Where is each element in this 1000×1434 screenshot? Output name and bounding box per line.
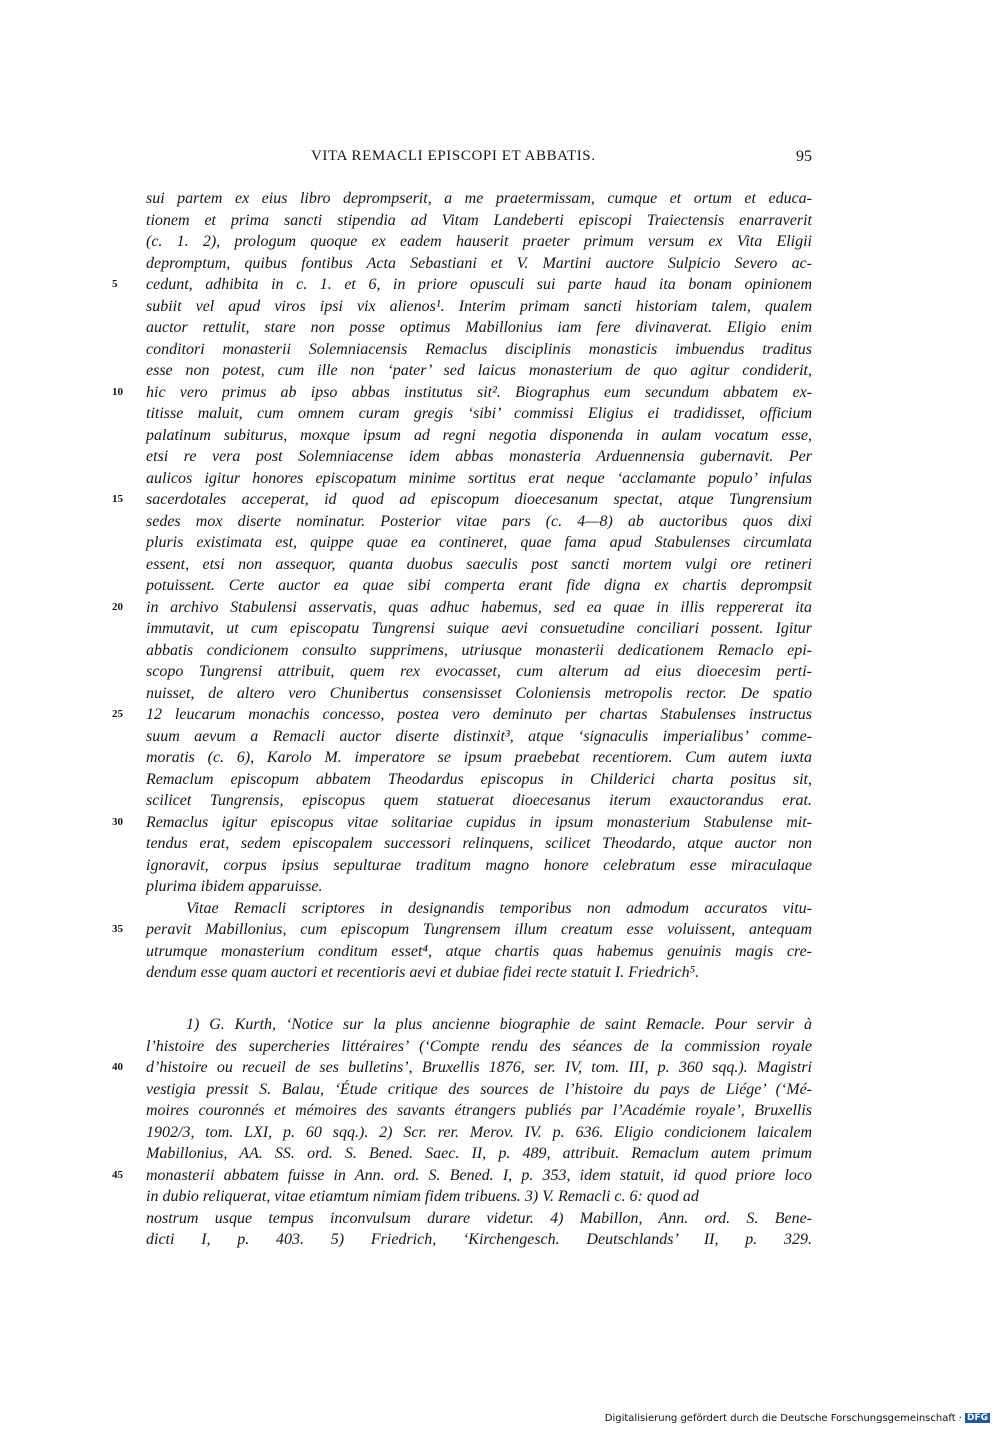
line-text: dicti I, p. 403. 5) Friedrich, ‘Kirchengesch. Deutschlands’ II, p. 329. — [146, 1231, 812, 1248]
text-line — [146, 339, 812, 361]
main-text — [112, 188, 812, 984]
line-text: etsi re vera post Solemniacense idem abbas monasteria Arduennensia gubernavit. Per — [146, 448, 812, 465]
line-text: essent, etsi non assequor, quanta duobus saeculis post sancti mortem vulgi ore retineri — [146, 555, 812, 573]
line-text: (c. 1. 2), prologum quoque ex eadem hauserit praeter primum versum ex Vita Eligii — [146, 233, 812, 250]
line-text: pluris existimata est, quippe quae ea contineret, quae fama apud Stabulenses circumlata — [146, 534, 812, 551]
text-line — [146, 575, 812, 597]
line-text: d’histoire ou recueil de ses bulletins’, Bruxellis 1876, ser. IV, tom. III, p. 360 sqq.). Magistri — [146, 1059, 812, 1076]
line-text: tionem et prima sancti stipendia ad Vitam Landeberti episcopi Traiectensis enarraverit — [146, 211, 812, 229]
footnote-line — [146, 1100, 812, 1122]
line-text: cedunt, adhibita in c. 1. et 6, in priore opusculi sui parte haud ita bonam opinionem — [146, 276, 812, 293]
line-text: nostrum usque tempus inconvulsum durare videtur. 4) Mabillon, Ann. ord. S. Bene- — [146, 1209, 812, 1227]
line-text: monasterii abbatem fuisse in Ann. ord. S. Bened. I, p. 353, idem statuit, id quod priore loco — [146, 1166, 812, 1184]
line-text: scopo Tungrensi attribuit, quem rex evocasset, cum alterum ad eius dioecesim perti- — [146, 663, 812, 680]
running-header — [146, 148, 812, 172]
line-text: ignoravit, corpus ipsius sepulturae traditum magno honore celebratum esse miraculaque — [146, 856, 812, 874]
text-line — [146, 876, 812, 898]
line-text: immutavit, ut cum episcopatu Tungrensi suique aevi consuetudine conciliari possent. Igitur — [146, 620, 812, 637]
text-line — [146, 726, 812, 748]
text-line — [146, 231, 812, 253]
line-text: subiit vel apud viros ipsi vix alienos¹. Interim primam sancti historiam talem, qualem — [146, 297, 812, 315]
page-number: 95 — [796, 148, 812, 165]
line-number: 35 — [112, 923, 123, 935]
footnote-line — [146, 1208, 812, 1230]
line-text: conditori monasterii Solemniacensis Remaclus disciplinis monasticis imbuendus traditus — [146, 340, 812, 358]
text-line — [146, 640, 812, 662]
line-text: hic vero primus ab ipso abbas institutus sit². Biographus eum secundum abbatem ex- — [146, 383, 812, 401]
line-text: moratis (c. 6), Karolo M. imperatore se ipsum praebebat recentiorem. Cum autem iuxta — [146, 749, 812, 766]
running-title: VITA REMACLI EPISCOPI ET ABBATIS. — [311, 148, 596, 164]
text-line — [112, 274, 812, 296]
footnote-line — [146, 1229, 812, 1251]
text-line — [112, 489, 812, 511]
line-text: esse non potest, cum ille non ‘pater’ sed laicus monasterium de quo agitur condiderit, — [146, 362, 812, 379]
text-line — [146, 425, 812, 447]
line-number: 25 — [112, 708, 123, 720]
line-text: Vitae Remacli scriptores in designandis temporibus non admodum accuratos vitu- — [186, 899, 812, 917]
line-text: Mabillonius, AA. SS. ord. S. Bened. Saec. II, p. 489, attribuit. Remaclum autem primum — [146, 1145, 812, 1162]
line-text: in dubio reliquerat, vitae etiamtum nimiam fidem tribuens. 3) V. Remacli c. 6: quod ad — [146, 1188, 699, 1205]
text-line — [146, 188, 812, 210]
line-text: in archivo Stabulensi asservatis, quas adhuc habemus, sed ea quae in illis reppererat ita — [146, 598, 812, 616]
line-number: 40 — [112, 1061, 123, 1073]
line-text: plurima ibidem apparuisse. — [146, 878, 323, 895]
text-line — [146, 769, 812, 791]
line-text: potuissent. Certe auctor ea quae sibi comperta erant fide digna ex chartis deprompsit — [146, 577, 812, 594]
line-text: Remaclus igitur episcopus vitae solitariae cupidus in ipsum monasterium Stabulense mit- — [146, 813, 812, 831]
line-text: vestigia pressit S. Balau, ‘Étude critique des sources de l’histoire du pays de Liége’ (‘Mé- — [146, 1080, 812, 1098]
footnote-line — [146, 1014, 812, 1036]
line-number: 20 — [112, 600, 123, 613]
footnote-line — [146, 1122, 812, 1144]
footnote-line — [112, 1165, 812, 1187]
text-line — [146, 360, 812, 382]
text-line — [146, 683, 812, 705]
text-line — [146, 855, 812, 877]
line-text: tendus erat, sedem episcopalem successori relinquens, scilicet Theodardo, atque auctor non — [146, 835, 812, 852]
footnote-line — [146, 1143, 812, 1165]
text-line — [146, 554, 812, 576]
credit-text: Digitalisierung gefördert durch die Deutsche Forschungsgemeinschaft · — [604, 1413, 962, 1424]
text-line — [146, 511, 812, 533]
footnote-line — [146, 1186, 812, 1208]
line-text: suum aevum a Remacli auctor diserte distinxit³, atque ‘signaculis imperialibus’ comme- — [146, 727, 812, 745]
line-number: 45 — [112, 1168, 123, 1181]
line-text: Remaclum episcopum abbatem Theodardus episcopus in Childerici charta positus sit, — [146, 770, 812, 788]
line-number: 15 — [112, 493, 123, 505]
text-line — [146, 833, 812, 855]
text-line — [112, 382, 812, 404]
line-text: 12 leucarum monachis concesso, postea vero deminuto per chartas Stabulenses instructus — [146, 706, 812, 723]
text-line — [146, 941, 812, 963]
text-line — [146, 210, 812, 232]
line-text: 1902/3, tom. LXI, p. 60 sqq.). 2) Scr. rer. Merov. IV. p. 636. Eligio condicionem laicalem — [146, 1123, 812, 1141]
line-text: sui partem ex eius libro deprompserit, a me praetermissam, cumque et ortum et educa- — [146, 190, 812, 207]
text-line — [146, 532, 812, 554]
text-line — [146, 296, 812, 318]
text-line — [146, 317, 812, 339]
footnote-line — [112, 1057, 812, 1079]
text-line — [112, 597, 812, 619]
text-line — [146, 790, 812, 812]
line-text: depromptum, quibus fontibus Acta Sebastiani et V. Martini auctore Sulpicio Severo ac- — [146, 254, 812, 272]
line-text: sedes mox diserte nominatur. Posterior vitae pars (c. 4—8) ab auctoribus quos dixi — [146, 512, 812, 530]
line-text: scilicet Tungrensis, episcopus quem statuerat dioecesanus iterum exauctorandus erat. — [146, 792, 812, 809]
text-line — [146, 962, 812, 984]
line-text: abbatis condicionem consulto supprimens, utriusque monasterii dedicationem Remaclo epi- — [146, 641, 812, 659]
text-line — [112, 704, 812, 726]
line-text: l’histoire des supercheries littéraires’ (‘Compte rendu des séances de la commission royale — [146, 1037, 812, 1055]
line-text: utrumque monasterium conditum esset⁴, atque chartis quas habemus genuinis magis cre- — [146, 942, 812, 960]
text-line — [146, 898, 812, 920]
footnote-line — [146, 1079, 812, 1101]
text-line — [146, 618, 812, 640]
text-line — [146, 661, 812, 683]
text-line — [146, 403, 812, 425]
text-line — [112, 919, 812, 941]
text-line — [112, 812, 812, 834]
line-number: 30 — [112, 815, 123, 828]
line-text: moires couronnés et mémoires des savants étrangers publiés par l’Académie royale’, Bruxellis — [146, 1102, 812, 1119]
text-line — [146, 468, 812, 490]
line-text: sacerdotales acceperat, id quod ad episcopum dioecesanum spectat, atque Tungrensium — [146, 491, 812, 508]
text-line — [146, 253, 812, 275]
line-text: palatinum subiturus, moxque ipsum ad regni negotia disponenda in aulam vocatum esse, — [146, 426, 812, 444]
line-text: titisse maluit, cum omnem curam gregis ‘sibi’ commissi Eligius ei tradidisset, officium — [146, 405, 812, 422]
line-text: auctor rettulit, stare non posse optimus Mabillonius iam fere divinaverat. Eligio enim — [146, 319, 812, 336]
text-line — [146, 446, 812, 468]
line-text: dendum esse quam auctori et recentioris aevi et dubiae fidei recte statuit I. Friedrich⁵. — [146, 964, 700, 981]
line-text: peravit Mabillonius, cum episcopum Tungrensem illum creatum esse voluissent, antequam — [146, 921, 812, 938]
footnotes — [112, 1014, 812, 1251]
line-text: 1) G. Kurth, ‘Notice sur la plus ancienne biographie de saint Remacle. Pour servir à — [186, 1016, 812, 1033]
text-line — [146, 747, 812, 769]
line-text: aulicos igitur honores episcopatum minime sortitus erat neque ‘acclamante populo’ infulas — [146, 469, 812, 487]
line-text: nuisset, de altero vero Chunibertus consensisset Coloniensis metropolis rector. De spatio — [146, 684, 812, 702]
footnote-line — [146, 1036, 812, 1058]
line-number: 5 — [112, 278, 118, 290]
dfg-logo: DFG — [966, 1413, 988, 1423]
line-number: 10 — [112, 385, 123, 398]
digitization-credit — [605, 1413, 990, 1424]
